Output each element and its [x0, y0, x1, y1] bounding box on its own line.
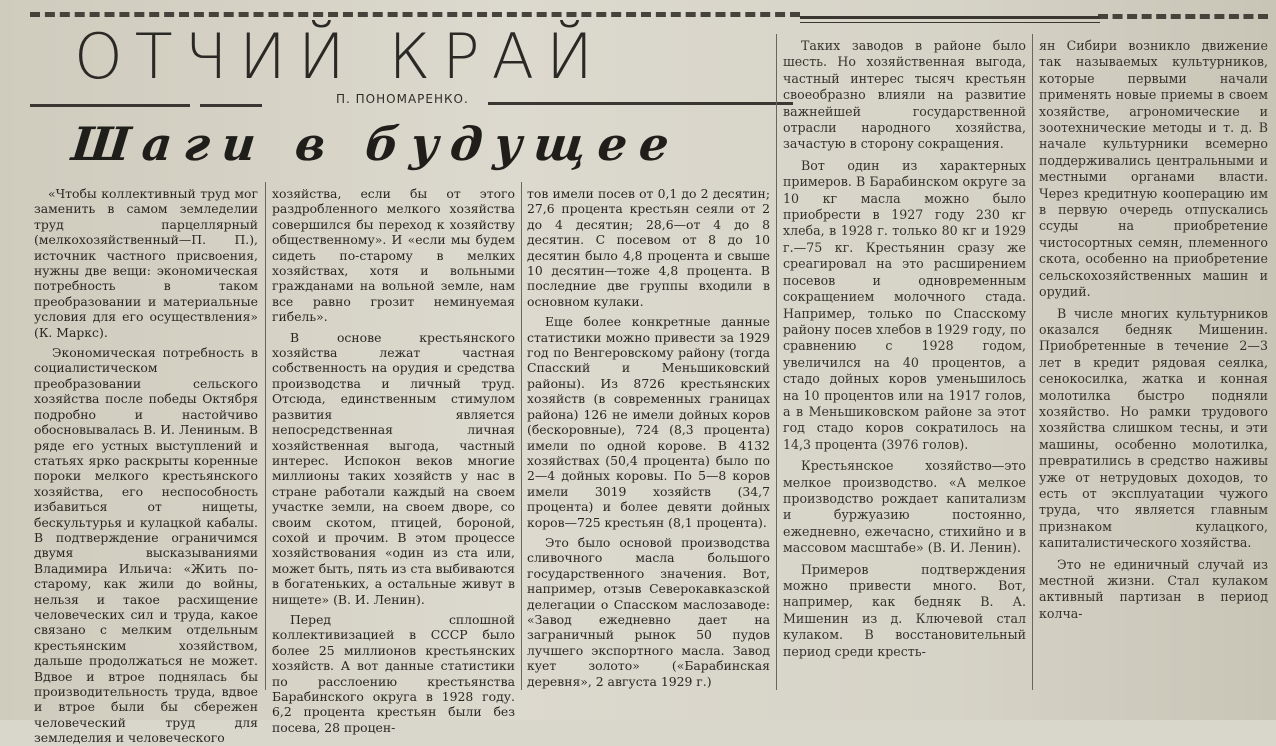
- body-paragraph: Таких заводов в районе было шесть. Но хозяйственная выгода, частный интерес тысяч крестьян своеобразно влияли на развитие важнейшей государственной отрасли народного хозяйства, зачастую в сторону сокращения.: [783, 38, 1026, 152]
- body-paragraph: Экономическая потребность в социалистическом преобразовании сельского хозяйства после победы Октября подробно и настойчиво обосновывалась В. И. Лениным. В ряде его устных выступлений и статьях ярко раскрыты коренные пороки мелкого крестьянского хозяйства, его неспособность избавиться от нищеты, бескультурья и кулацкой кабалы. В подтверждение ограничимся двумя высказываниями Владимира Ильича: «Жить по-старому, как жили до войны, нельзя и такое расхищение человеческих сил и труда, какое связано с мелким отдельным крестьянским хозяйством, дальше продолжаться не может. Вдвое и втрое поднялась бы производительность труда, вдвое и втрое были бы сбережен человеческий труд для земледелия и человеческого: [34, 345, 258, 746]
- body-paragraph: Это не единичный случай из местной жизни. Стал кулаком активный партизан в период колча-: [1039, 556, 1268, 621]
- masthead-double-rule: [800, 16, 1100, 23]
- body-paragraph: Крестьянское хозяйство—это мелкое производство. «А мелкое производство рождает капитализм и буржуазию постоянно, ежедневно, ежечасно, стихийно и в массовом масштабе» (В. И. Ленин).: [783, 458, 1026, 556]
- epigraph-paragraph: «Чтобы коллективный труд мог заменить в самом земледелии труд парцеллярный (мелкохозяйственный—П. П.), источник частного присвоения, нужны две вещи: экономическая потребность в таком преобразовании и материальные условия для его осуществления» (К. Маркс).: [34, 186, 258, 340]
- rubric-title: ОТЧИЙ КРАЙ: [74, 20, 605, 93]
- top-dashed-rule: [30, 12, 800, 17]
- column-divider-4: [1032, 34, 1033, 690]
- author-byline: П. ПОНОМАРЕНКО.: [336, 92, 469, 106]
- body-paragraph: В числе многих культурников оказался бедняк Мишенин. Приобретенные в течение 2—3 лет в кредит рядовая сеялка, сенокосилка, жатка и конная молотилка быстро подняли хозяйство. Но рамки трудового хозяйства слишком тесны, и эти машины, особенно молотилка, превратились в средство наживы уже от нетрудовых доходов, то есть от эксплуатации чужого труда, что является главным признаком кулацкого, капиталистического хозяйства.: [1039, 305, 1268, 551]
- body-paragraph: Еще более конкретные данные статистики можно привести за 1929 год по Венгеровскому району (тогда Спасский и Меньшиковский районы). Из 8726 крестьянских хозяйств (в современных границах района) 126 не имели дойных коров (бескоровные), 724 (8,3 процента) имели по одной корове. В 4132 хозяйствах (50,4 процента) было по 2—4 дойных коровы. По 5—8 коров имели 3019 хозяйств (34,7 процента) и более девяти дойных коров—725 крестьян (8,1 процента).: [527, 314, 770, 530]
- body-paragraph: В основе крестьянского хозяйства лежат частная собственность на орудия и средства производства и личный труд. Отсюда, единственным стимулом развития является непосредственная личная хозяйственная выгода, частный интерес. Испокон веков многие миллионы таких хозяйств у нас в стране работали каждый на своем участке земли, на своем дворе, со своим скотом, птицей, бороной, сохой и прочим. В этом процессе хозяйствования «один из ста или, может быть, пять из ста выбиваются в богатеньких, а остальные живут в нищете» (В. И. Ленин).: [272, 329, 515, 607]
- column-divider-3: [776, 34, 777, 690]
- article-column-4: [783, 38, 1026, 698]
- body-paragraph: Вот один из характерных примеров. В Барабинском округе за 10 кг масла можно было приобрести в 1927 году 230 кг хлеба, в 1928 г. только 80 кг и 1929 г.—75 кг. Крестьянин сразу же среагировал на это расширением посевов и одновременным сокращением молочного стада. Например, только по Спасскому району посев хлебов в 1929 году, по сравнению с 1928 годом, увеличился на 40 процентов, а стадо дойных коров уменьшилось на 10 процентов или на 1917 голов, а в Меньшиковском районе за этот год стадо коров сократилось на 14,3 процента (3976 голов).: [783, 157, 1026, 452]
- top-dashed-rule-right: [1098, 14, 1268, 19]
- article-column-5: [1039, 38, 1268, 698]
- column-divider-1: [265, 182, 266, 690]
- body-paragraph: хозяйства, если бы от этого раздробленного мелкого хозяйства совершился бы переход к хозяйству общественному». И «если мы будем сидеть по-старому в мелких хозяйствах, хотя и вольными гражданами на вольной земле, нам все равно грозит неминуемая гибель».: [272, 186, 515, 325]
- article-column-1: [34, 186, 258, 746]
- rubric-underline-right: [488, 102, 793, 105]
- body-paragraph: Перед сплошной коллективизацией в СССР было более 25 миллионов крестьянских хозяйств. А вот данные статистики по расслоению крестьянства Барабинского округа в 1928 году. 6,2 процента крестьян были без посева, 28 процен-: [272, 611, 515, 735]
- body-paragraph: Примеров подтверждения можно привести много. Вот, например, как бедняк В. А. Мишенин из д. Ключевой стал кулаком. В восстановительный период среди кресть-: [783, 561, 1026, 659]
- body-paragraph: Это было основой производства сливочного масла большого государственного значения. Вот, например, отзыв Северокавказской делегации о Спасском маслозаводе: «Завод ежедневно дает на заграничный рынок 50 пудов лучшего экспортного масла. Завод кует золото» («Барабинская деревня», 2 августа 1929 г.): [527, 534, 770, 689]
- body-paragraph: тов имели посев от 0,1 до 2 десятин; 27,6 процента крестьян сеяли от 2 до 4 десятин; 28,6—от 4 до 8 десятин. С посевом от 8 до 10 десятин было 4,8 процента и свыше 10 десятин—тоже 4,8 процента. В последние две группы входили в основном кулаки.: [527, 186, 770, 309]
- article-column-3: [527, 186, 770, 698]
- body-paragraph: ян Сибири возникло движение так называемых культурников, которые первыми начали применять новые приемы в своем хозяйстве, агрономические и зоотехнические методы и т. д. В начале культурники всемерно поддерживались центральными и местными органами власти. Через кредитную кооперацию им в первую очередь отпускались ссуды на приобретение чистосортных семян, племенного скота, особенно на приобретение сельскохозяйственных машин и орудий.: [1039, 38, 1268, 300]
- column-divider-2: [521, 182, 522, 690]
- article-column-2: [272, 186, 515, 735]
- rubric-underline-left: [30, 104, 190, 107]
- rubric-underline-mid: [200, 104, 262, 107]
- article-headline: Шаги в будущее: [69, 117, 684, 171]
